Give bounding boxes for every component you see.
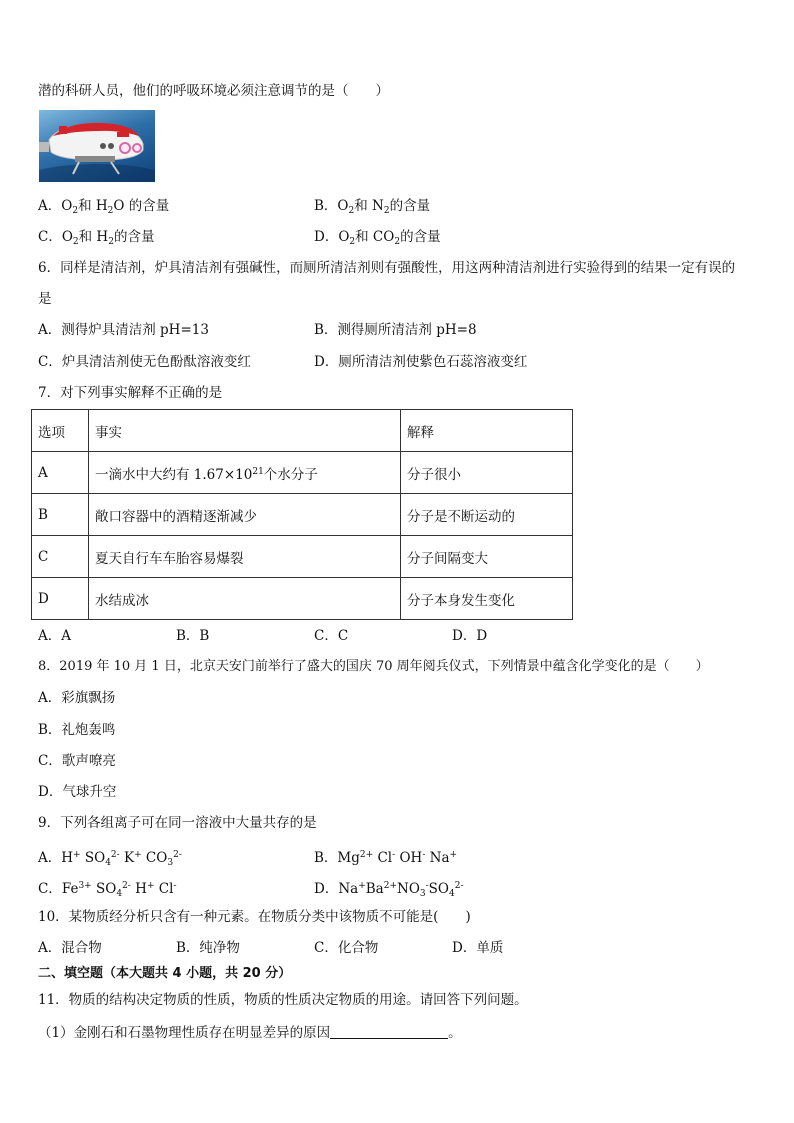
table-cell: 夏天自行车车胎容易爆裂 <box>89 536 401 578</box>
q7-option-c[interactable]: C．C <box>314 628 349 644</box>
section-heading: 二、填空题（本大题共 4 小题，共 20 分） <box>38 966 292 981</box>
q7-option-d[interactable]: D．D <box>452 628 488 644</box>
table-row <box>32 578 573 620</box>
q6-option-a[interactable]: A．测得炉具清洁剂 pH=13 <box>38 322 209 338</box>
table-cell: 分子很小 <box>401 452 573 494</box>
table-cell: D <box>32 578 89 620</box>
table-cell: 敞口容器中的酒精逐渐减少 <box>89 494 401 536</box>
q9-option-a[interactable]: A．H+ $SO_4^{2-}$ K+ $CO_3^{2-}$ <box>38 850 182 868</box>
submersible-image <box>39 110 155 182</box>
table-row <box>32 452 573 494</box>
q5-option-a[interactable]: A．$O_2$和 $H_2O$ 的含量 <box>38 198 170 216</box>
q6-stem: 6．同样是清洁剂，炉具清洁剂有强碱性，而厕所清洁剂则有强酸性，用这两种清洁剂进行实验得到的结果一定有误的 <box>38 260 736 276</box>
q10-stem: 10．某物质经分析只含有一种元素。在物质分类中该物质不可能是( ) <box>38 909 471 925</box>
q11-stem: 11．物质的结构决定物质的性质，物质的性质决定物质的用途。请回答下列问题。 <box>38 992 528 1008</box>
q5-option-b[interactable]: B．$O_2$和 $N_2$的含量 <box>314 198 431 216</box>
q7-option-b[interactable]: B．B <box>176 628 210 644</box>
q5-stem: 潜的科研人员，他们的呼吸环境必须注意调节的是（ ） <box>38 83 389 99</box>
q11-subquestion-1 <box>38 1024 462 1042</box>
table-cell: 分子间隔变大 <box>401 536 573 578</box>
q8-stem: 8．2019 年 10 月 1 日，北京天安门前举行了盛大的国庆 70 周年阅兵仪式，下列情景中蕴含化学变化的是（ ） <box>38 659 709 674</box>
q9-option-c[interactable]: C．$Fe^{3+}$ $SO_4^{2-}$ H+ Cl- <box>38 881 177 899</box>
q11-sub1-text: （1）金刚石和石墨物理性质存在明显差异的原因 <box>38 1025 331 1041</box>
q7-table <box>31 409 573 620</box>
table-row <box>32 494 573 536</box>
table-cell: 分子本身发生变化 <box>401 578 573 620</box>
table-row <box>32 536 573 578</box>
submersible-illustration <box>39 110 155 182</box>
q10-option-a[interactable]: A．混合物 <box>38 940 102 956</box>
q8-option-a[interactable]: A．彩旗飘扬 <box>38 690 116 706</box>
q8-option-c[interactable]: C．歌声嘹亮 <box>38 753 116 769</box>
q6-option-c[interactable]: C．炉具清洁剂使无色酚酞溶液变红 <box>38 354 251 370</box>
q6-stem-cont: 是 <box>38 291 52 307</box>
q10-option-c[interactable]: C．化合物 <box>314 940 379 956</box>
q6-option-d[interactable]: D．厕所清洁剂使紫色石蕊溶液变红 <box>314 354 528 370</box>
q9-option-d[interactable]: D．$Na^+Ba^{2+}NO_3^-SO_4^{2-}$ <box>314 881 464 899</box>
q8-option-b[interactable]: B．礼炮轰鸣 <box>38 722 116 738</box>
table-cell: C <box>32 536 89 578</box>
q8-option-d[interactable]: D．气球升空 <box>38 784 117 800</box>
table-header-cell: 选项 <box>32 410 89 452</box>
table-cell: 一滴水中大约有 $1.67\times 10^{21}$个水分子 <box>89 452 401 494</box>
q9-stem: 9．下列各组离子可在同一溶液中大量共存的是 <box>38 815 317 831</box>
q7-stem: 7．对下列事实解释不正确的是 <box>38 385 223 401</box>
q11-sub1-end: 。 <box>448 1025 462 1041</box>
answer-blank[interactable] <box>330 1024 448 1039</box>
q5-option-d[interactable]: D．$O_2$和 $CO_2$的含量 <box>314 229 441 247</box>
table-cell: 水结成冰 <box>89 578 401 620</box>
table-cell: 分子是不断运动的 <box>401 494 573 536</box>
q9-option-b[interactable]: B．$Mg^{2+}$ Cl- OH- Na+ <box>314 850 458 866</box>
q7-option-a[interactable]: A．A <box>38 628 71 644</box>
q6-option-b[interactable]: B．测得厕所清洁剂 pH=8 <box>314 322 477 338</box>
table-cell: B <box>32 494 89 536</box>
table-header-row <box>32 410 573 452</box>
q10-option-b[interactable]: B．纯净物 <box>176 940 240 956</box>
table-header-cell: 事实 <box>89 410 401 452</box>
table-cell: A <box>32 452 89 494</box>
table-header-cell: 解释 <box>401 410 573 452</box>
q10-option-d[interactable]: D．单质 <box>452 940 504 956</box>
q5-option-c[interactable]: C．$O_2$和 $H_2$的含量 <box>38 229 155 247</box>
